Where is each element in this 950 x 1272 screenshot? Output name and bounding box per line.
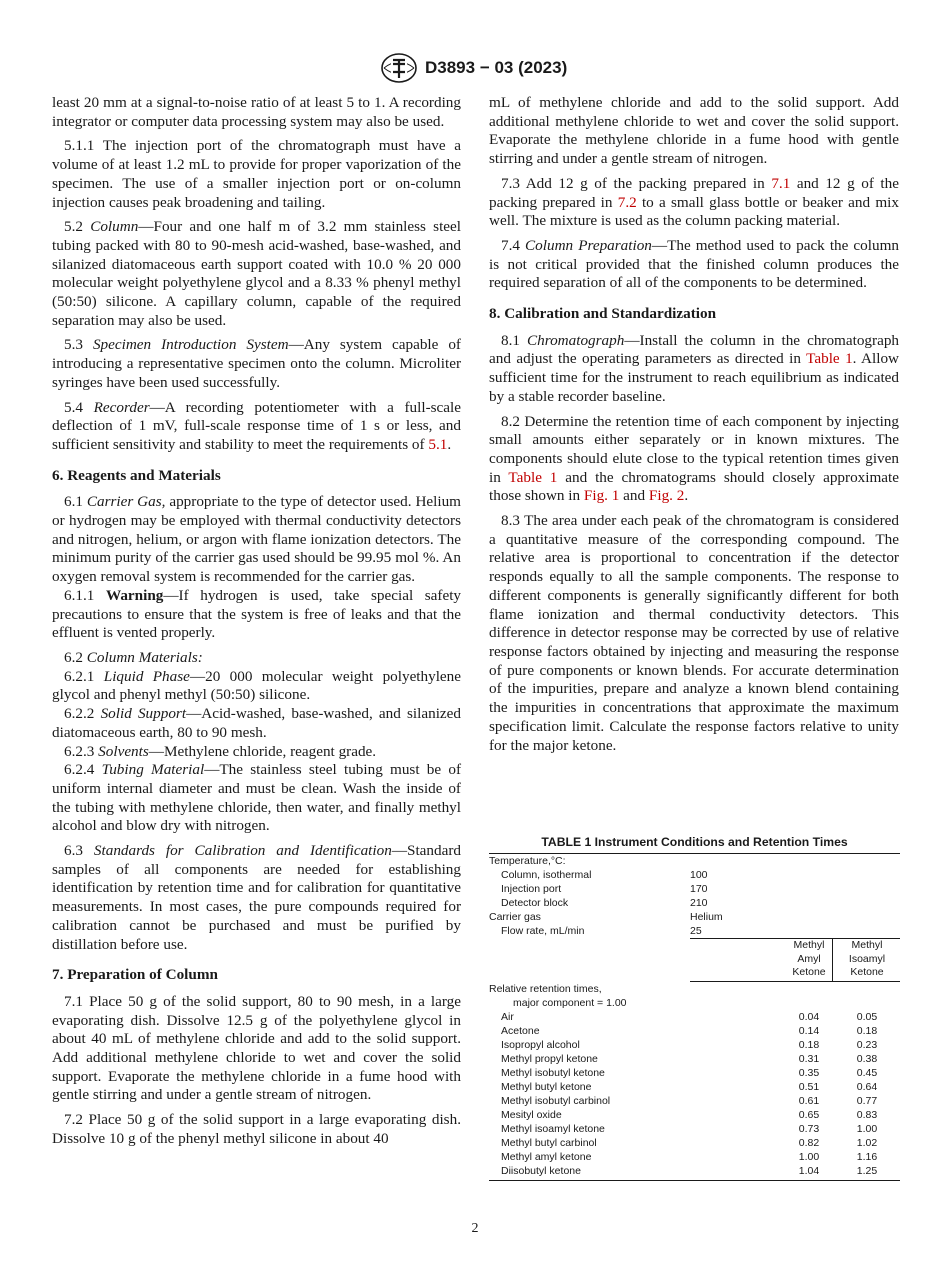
rrt-methyl-isoamyl-ketone: 0.77 (856, 1095, 878, 1107)
table-1 (489, 835, 900, 1181)
table-title: TABLE 1 Instrument Conditions and Retention Times (541, 835, 848, 849)
compound-name: Methyl butyl carbinol (501, 1137, 597, 1149)
compound-name: Methyl amyl ketone (501, 1151, 592, 1163)
table-row (489, 1108, 900, 1122)
link-fig-2[interactable]: Fig. 2 (648, 487, 685, 505)
compound-name: Diisobutyl ketone (501, 1165, 581, 1177)
compound-name: Methyl propyl ketone (501, 1053, 598, 1065)
condition-label: Column, isothermal (501, 869, 592, 881)
conditions-rows (489, 868, 900, 938)
paragraph-5-4: 5.4 Recorder—A recording potentiometer with a full-scale deflection of 1 mV, full-scale response time of 1 s or less, and sufficient sensitivity and stability to meet the requirements of 5.1. (52, 398, 462, 453)
table-row (489, 1150, 900, 1164)
rrt-methyl-amyl-ketone: 1.00 (798, 1151, 820, 1163)
astm-logo-icon (380, 52, 418, 84)
table-row (489, 1024, 900, 1038)
paragraph-5-3: 5.3 Specimen Introduction System—Any system capable of introducing a representative specimen onto the column. Microliter syringes have been used successfully. (52, 336, 461, 391)
paragraph-5-1-cont: least 20 mm at a signal-to-noise ratio of at least 5 to 1. A recording integrator or computer data processing system may also be used. (52, 94, 461, 130)
rrt-methyl-amyl-ketone: 0.04 (798, 1011, 820, 1023)
condition-row (489, 882, 900, 896)
paragraph-6-1-1: 6.1.1 Warning—If hydrogen is used, take special safety precautions to ensure that the system is free of leaks and that the effluent is vented properly. (52, 586, 462, 642)
table-row (489, 1038, 900, 1052)
link-table-1[interactable]: Table 1 (806, 350, 853, 368)
rrt-methyl-amyl-ketone: 0.18 (798, 1039, 820, 1051)
rrt-methyl-amyl-ketone: 0.35 (798, 1067, 820, 1079)
link-table-1[interactable]: Table 1 (508, 468, 558, 486)
condition-row (489, 896, 900, 910)
table-row: Temperature,°C: (489, 855, 566, 867)
condition-row (489, 868, 900, 882)
paragraph-6-2-4: 6.2.4 Tubing Material—The stainless steel tubing must be of uniform internal diameter and must be clean. Wash the inside of the tubing with methylene chloride, then water, and finally methyl alcohol and blow dry with nitrogen. (52, 761, 462, 835)
compound-name: Mesityl oxide (501, 1109, 562, 1121)
paragraph-6-2-1: 6.2.1 Liquid Phase—20 000 molecular weight polyethylene glycol and phenyl methyl (50:50) silicone. (52, 667, 462, 704)
condition-value: Helium (690, 911, 723, 923)
rrt-methyl-isoamyl-ketone: 0.64 (856, 1081, 878, 1093)
compound-name: Isopropyl alcohol (501, 1039, 580, 1051)
link-7-2[interactable]: 7.2 (617, 193, 637, 211)
table-bottom-rule (489, 1180, 900, 1181)
paragraph-8-2: 8.2 Determine the retention time of each component by injecting small amounts either separately or in known mixtures. The components should elute close to the typical retention times given in Table 1 and the chromatograms should closely approximate those shown in Fig. 1 and Fig. 2. (489, 412, 900, 505)
compound-name: Methyl isoamyl ketone (501, 1123, 605, 1135)
compound-name: Acetone (501, 1025, 540, 1037)
table-row (489, 1052, 900, 1066)
page-number: 2 (471, 1221, 479, 1236)
paragraph-6-3: 6.3 Standards for Calibration and Identification—Standard samples of all components are needed for establishing identification by retention time and for calibration for quantitative measurements. In most cases, the pure compounds required for calibration cannot be purchased and must be purified by distillation before use. (52, 842, 462, 953)
table-row: Relative retention times, (489, 983, 602, 995)
compound-name: Methyl isobutyl carbinol (501, 1095, 611, 1107)
rrt-methyl-amyl-ketone: 0.65 (798, 1109, 820, 1121)
paragraph-6-2-3: 6.2.3 Solvents—Methylene chloride, reagent grade. (64, 742, 377, 760)
condition-label: Flow rate, mL/min (501, 925, 585, 937)
rrt-methyl-amyl-ketone: 0.31 (798, 1053, 820, 1065)
col-header-methyl-amyl-ketone: Methyl Amyl Ketone (792, 939, 826, 978)
rrt-methyl-isoamyl-ketone: 1.16 (856, 1151, 878, 1163)
condition-row (489, 910, 900, 924)
condition-label: Carrier gas (489, 911, 541, 923)
condition-label: Injection port (501, 883, 562, 895)
rrt-methyl-amyl-ketone: 1.04 (798, 1165, 820, 1177)
rrt-methyl-isoamyl-ketone: 0.83 (856, 1109, 878, 1121)
rrt-methyl-isoamyl-ketone: 1.00 (856, 1123, 878, 1135)
rrt-methyl-amyl-ketone: 0.82 (798, 1137, 820, 1149)
link-7-1[interactable]: 7.1 (771, 174, 791, 192)
column-headers (489, 939, 900, 981)
condition-value: 25 (690, 925, 702, 937)
rrt-methyl-isoamyl-ketone: 0.23 (856, 1039, 878, 1051)
paragraph-7-3: 7.3 Add 12 g of the packing prepared in 7.1 and 12 g of the packing prepared in 7.2 to a small glass bottle or beaker and mix well. The mixture is used as the column packing material. (489, 174, 899, 230)
paragraph-7-1: 7.1 Place 50 g of the solid support, 80 to 90 mesh, in a large evaporating dish. Dissolve 12.5 g of the polyethylene glycol in about 40 mL of methylene chloride and add to the solid support. Add additional methylene chloride to wet and cover the solid support. Evaporate the methylene chloride in a fume hood with gentle stirring and under a gentle stream of nitrogen. (52, 992, 461, 1104)
table-row (489, 1136, 900, 1150)
paragraph-7-4: 7.4 Column Preparation—The method used to pack the column is not critical provided that the finished column produces the required separation of all of the components to be determined. (489, 236, 899, 292)
condition-value: 100 (690, 869, 708, 881)
rrt-methyl-isoamyl-ketone: 0.38 (856, 1053, 878, 1065)
paragraph-5-2: 5.2 Column—Four and one half m of 3.2 mm stainless steel tubing packed with 80 to 90-mesh acid-washed, base-washed, and silanized diatomaceous earth support coated with 10.0 % 20 000 molecular weight polyethylene glycol and a 8.33 % phenyl methyl (50:50) silicone. A capillary column, capable of the required separation may also be used. (52, 218, 461, 329)
table-row (489, 1094, 900, 1108)
condition-value: 210 (690, 897, 708, 909)
col-divider (832, 939, 833, 981)
rrt-methyl-amyl-ketone: 0.73 (798, 1123, 820, 1135)
paragraph-8-3: 8.3 The area under each peak of the chromatogram is considered a quantitative measure of the corresponding compound. The relative area is proportional to concentration if the detector responds equally to all the sample components. The response to different components is generally significantly different for both flame ionization and thermal conductivity detectors. This difference in detector response may be corrected by use of relative response factors obtained by injecting and measuring the response of pure components or known blends. For accurate determination of the impurities, prepare and analyze a known blend containing the impurities in concentrations that approximate the maximum specification limit. Calculate the response factors relative to unity for the major ketone. (489, 512, 899, 754)
rrt-methyl-amyl-ketone: 0.51 (798, 1081, 820, 1093)
right-column (489, 94, 899, 761)
table-row (489, 1164, 900, 1178)
link-5-1[interactable]: 5.1 (428, 435, 448, 453)
document-id: D3893 − 03 (2023) (425, 58, 568, 77)
rrt-methyl-isoamyl-ketone: 1.02 (856, 1137, 878, 1149)
condition-label: Detector block (501, 897, 569, 909)
condition-value: 170 (690, 883, 708, 895)
col-header-methyl-isoamyl-ketone: Methyl Isoamyl Ketone (848, 939, 886, 978)
compound-name: Air (501, 1011, 514, 1023)
section-7-heading: 7. Preparation of Column (52, 966, 218, 984)
link-fig-1[interactable]: Fig. 1 (583, 487, 620, 505)
paragraph-7-2-cont: mL of methylene chloride and add to the solid support. Add additional methylene chloride to wet and cover the solid support. Evaporate the methylene chloride in a fume hood with gentle stirring and under a gentle stream of nitrogen. (489, 94, 899, 168)
condition-row (489, 924, 900, 938)
rrt-methyl-amyl-ketone: 0.61 (798, 1095, 820, 1107)
paragraph-6-2-2: 6.2.2 Solid Support—Acid-washed, base-washed, and silanized diatomaceous earth, 80 to 90 mesh. (52, 705, 461, 741)
rrt-methyl-amyl-ketone: 0.14 (798, 1025, 820, 1037)
compound-name: Methyl butyl ketone (501, 1081, 592, 1093)
paragraph-8-1: 8.1 Chromatograph—Install the column in the chromatograph and adjust the operating parameters as directed in Table 1. Allow sufficient time for the instrument to reach equilibrium as indicated by a stable recorder baseline. (489, 331, 900, 405)
table-row (489, 1066, 900, 1080)
compound-name: Methyl isobutyl ketone (501, 1067, 605, 1079)
rrt-methyl-isoamyl-ketone: 0.18 (856, 1025, 878, 1037)
retention-rows (489, 1010, 900, 1178)
paragraph-5-1-1: 5.1.1 The injection port of the chromatograph must have a volume of at least 1.2 mL to provide for proper vaporization of the specimen. The use of a smaller injection port or on-column injection causes peak broadening and tailing. (52, 137, 461, 211)
rrt-methyl-isoamyl-ketone: 0.45 (856, 1067, 878, 1079)
left-column (52, 94, 461, 1155)
section-8-heading: 8. Calibration and Standardization (489, 305, 717, 323)
paragraph-6-1: 6.1 Carrier Gas, appropriate to the type of detector used. Helium or hydrogen may be employed with thermal conductivity detectors and nitrogen, helium, or argon with flame ionization detectors. The minimum purity of the carrier gas used should be 99.95 mol %. An oxygen removal system is recommended for the carrier gas. (52, 493, 461, 586)
table-row (489, 1122, 900, 1136)
paragraph-7-2: 7.2 Place 50 g of the solid support in a large evaporating dish. Dissolve 10 g of the phenyl methyl silicone in about 40 (52, 1111, 461, 1147)
page-header (0, 52, 950, 86)
table-row: major component = 1.00 (513, 997, 627, 1009)
rrt-methyl-isoamyl-ketone: 1.25 (856, 1165, 878, 1177)
section-6-heading: 6. Reagents and Materials (52, 466, 221, 484)
rrt-methyl-isoamyl-ketone: 0.05 (856, 1011, 878, 1023)
paragraph-6-2: 6.2 Column Materials: (64, 648, 203, 666)
table-row (489, 1010, 900, 1024)
table-row (489, 1080, 900, 1094)
